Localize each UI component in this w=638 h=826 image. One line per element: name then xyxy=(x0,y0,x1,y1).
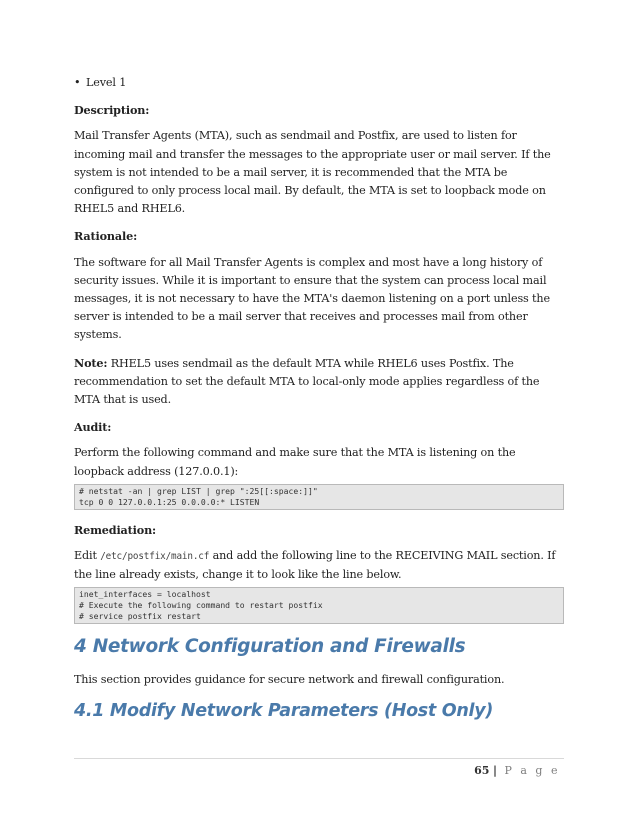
rationale-text: The software for all Mail Transfer Agents is complex and most have a long history of security issues. While it is important to ensure that the system can process local mail messages, it is not necessary to have the MTA's daemon listening on a port unless the server is intended to be a mail server that receives and processes mail from other systems. xyxy=(74,255,550,342)
page-label: P a g e xyxy=(504,764,560,777)
level-bullet xyxy=(74,74,564,92)
description-text: Mail Transfer Agents (MTA), such as sendmail and Postfix, are used to listen for incoming mail and transfer the messages to the appropriate user or mail server. If the system is not intended to be a mail server, it is recommended that the MTA be configured to only process local mail. By default, the MTA is set to loopback mode on RHEL5 and RHEL6. xyxy=(74,129,551,216)
code-line: inet_interfaces = localhost xyxy=(79,589,211,600)
bullet-symbol: • xyxy=(74,76,81,89)
note-paragraph xyxy=(74,354,564,410)
level-text: Level 1 xyxy=(86,76,127,89)
page-number: 65 xyxy=(474,764,490,777)
audit-text: Perform the following command and make sure that the MTA is listening on the loopback address (127.0.0.1): xyxy=(74,446,516,478)
code-line: tcp 0 0 127.0.0.1:25 0.0.0.0:* LISTEN xyxy=(79,496,260,507)
remediation-text-after: and add the following line to the RECEIVING MAIL section. If the line already exists, change it to look like the line below. xyxy=(74,549,556,582)
page-content xyxy=(74,74,564,723)
remediation-text-before: Edit xyxy=(74,549,101,563)
remediation-heading: Remediation: xyxy=(74,522,157,537)
code-line: # netstat -an | grep LIST | grep ":25[[:space:]]" xyxy=(79,485,318,496)
remediation-code-block xyxy=(74,587,564,624)
page-footer xyxy=(474,764,560,777)
footer-divider xyxy=(74,758,564,759)
code-line: # service postfix restart xyxy=(79,611,201,622)
section-4-1-title: 4.1 Modify Network Parameters (Host Only) xyxy=(74,700,494,721)
code-line: # Execute the following command to restart postfix xyxy=(79,600,323,611)
remediation-text xyxy=(74,547,564,584)
footer-separator: | xyxy=(492,764,497,777)
config-file-path: /etc/postfix/main.cf xyxy=(100,551,210,563)
audit-heading: Audit: xyxy=(74,420,112,435)
section-4-text: This section provides guidance for secure network and firewall configuration. xyxy=(74,673,505,687)
description-heading: Description: xyxy=(74,103,150,118)
note-label: Note: xyxy=(74,355,108,370)
section-4-title: 4 Network Configuration and Firewalls xyxy=(74,636,466,658)
note-text: RHEL5 uses sendmail as the default MTA while RHEL6 uses Postfix. The recommendation to set the default MTA to local-only mode applies regardless of the MTA that is used. xyxy=(74,356,540,407)
rationale-heading: Rationale: xyxy=(74,229,138,244)
audit-code-block xyxy=(74,484,564,510)
